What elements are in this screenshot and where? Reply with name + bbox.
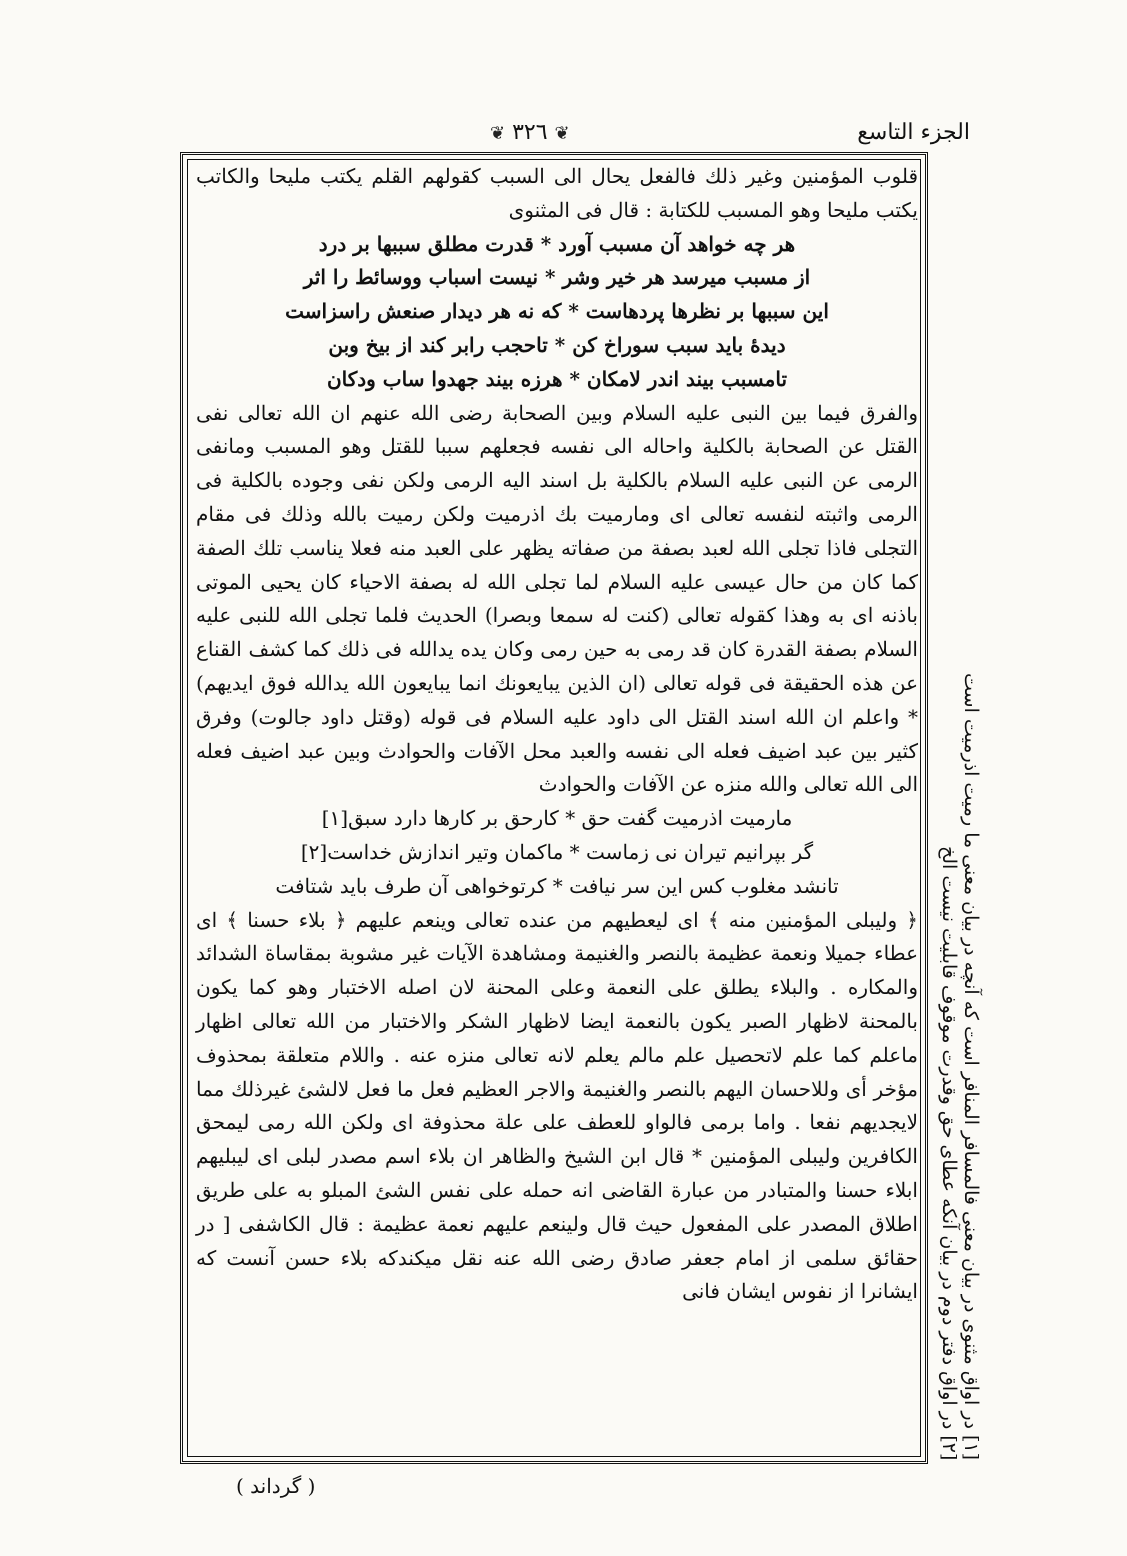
margin-footnotes (938, 160, 982, 1460)
verse-line: از مسبب ميرسد هر خير وشر * نيست اسباب ووسائط را اثر (303, 265, 811, 290)
page-header (170, 118, 970, 152)
ornament-right-icon: ❦ (554, 123, 570, 144)
paragraph-2: والفرق فيما بين النبى عليه السلام وبين الصحابة رضى الله عنهم ان الله تعالى نفى القتل عن الصحابة بالكلية واحاله الى نفسه فجعلهم سببا للقتل وهو المسبب ومانفى الرمى عن النبى عليه السلام بالكلية بل اسند اليه الرمى ولكن نفى وجوده بالكلية فى الرمى واثبته لنفسه تعالى اى ومارميت بك اذرميت ولكن رميت بالله وذلك فى مقام التجلى فاذا تجلى الله لعبد بصفة من صفاته يظهر على العبد منه فعلا يناسب تلك الصفة كما كان من حال عيسى عليه السلام لما تجلى الله له بصفة الاحياء كان يحيى الموتى باذنه اى به وهذا كقوله تعالى (كنت له سمعا وبصرا) الحديث فلما تجلى الله للنبى عليه السلام بصفة القدرة كان قد رمى به حين رمى وكان يده يدالله فى ذلك كما كشف القناع عن هذه الحقيقة فى قوله تعالى (ان الذين يبايعونك انما يبايعون الله يدالله فوق ايديهم) * واعلم ان الله اسند القتل الى داود عليه السلام فى قوله (وقتل داود جالوت) وفرق كثير بين عبد اضيف فعله الى نفسه والعبد محل الآفات والحوادث وبين عبد اضيف فعله الى الله تعالى والله منزه عن الآفات والحوادث (196, 400, 919, 797)
verse-line: مارميت اذرميت گفت حق * كارحق بر كارها دارد سبق[١] (321, 806, 793, 831)
catchword: ( گرداند ) (236, 1474, 316, 1498)
paragraph-3: ﴿ وليبلى المؤمنين منه ﴾ اى ليعطيهم من عنده تعالى وينعم عليهم ﴿ بلاء حسنا ﴾ اى عطاء جميلا ونعمة عظيمة بالنصر والغنيمة ومشاهدة الآيات غير مشوبة بمقاساة الشدائد والمكاره . والبلاء يطلق على النعمة وعلى المحنة لان اصله الاختبار وهو كما يكون بالمحنة لاظهار الصبر يكون بالنعمة ايضا لاظهار الشكر والاختبار من الله تعالى اظهار ماعلم كما علم لاتحصيل علم مالم يعلم لانه تعالى منزه عنه . واللام متعلقة بمحذوف مؤخر أى وللاحسان اليهم بالنصر والغنيمة والاجر العظيم فعل ما فعل لالشئ غيرذلك مما لايجديهم نفعا . واما برمى فالواو للعطف على علة محذوفة اى ولكن الله رمى ليمحق الكافرين وليبلى المؤمنين * قال ابن الشيخ والظاهر ان بلاء اسم مصدر لبلى اى ليبليهم ابلاء حسنا والمتبادر من عبارة القاضى انه حمله على نفس الشئ المبلو به على طريق اطلاق المصدر على المفعول حيث قال ولينعم عليهم نعمة عظيمة : قال الكاشفى [ در حقائق سلمى از امام جعفر صادق رضى الله عنه نقل ميكندكه بلاء حسن آنست كه ايشانرا از نفوس ايشان فانى (196, 907, 918, 1304)
ornament-left-icon: ❦ (490, 123, 506, 144)
part-title: الجزء التاسع (857, 120, 970, 145)
verse-line: اين سببها بر نظرها پردهاست * كه نه هر ديدار صنعش راسزاست (285, 299, 829, 324)
verse-line: تامسبب بيند اندر لامكان * هرزه بيند جهدوا ساب ودكان (326, 366, 788, 391)
page-number-line (490, 120, 570, 145)
verse-line: تانشد مغلوب كس اين سر نيافت * كرتوخواهى آن طرف بايد شتافت (275, 873, 839, 898)
footnote-1: [١] در اواق مثنوى در بيان معنى فالمسافر المنافر است كه آنچه در بيان معنى ما رميت اذرميت است (960, 672, 982, 1460)
main-text (196, 160, 918, 1456)
verse-line: گر بپرانيم تيران نى زماست * ماكمان وتير اندازش خداست[٢] (300, 839, 814, 864)
footnote-2: [٢] در اواق دفتر دوم در بيان آنكه عطاى حق وقدرت موقوف قابليت نيست الخ (938, 845, 960, 1460)
paragraph-1: قلوب المؤمنين وغير ذلك فالفعل يحال الى السبب كقولهم القلم يكتب مليحا والكاتب يكتب مليحا وهو المسبب للكتابة : قال فى المثنوى (196, 164, 918, 222)
verse-line: ديدهٔ بايد سبب سوراخ كن * تاحجب رابر كند از بيخ وبن (328, 332, 786, 357)
page-number: ٣٢٦ (512, 120, 548, 145)
verse-line: هر چه خواهد آن مسبب آورد * قدرت مطلق سببها بر درد (318, 231, 796, 256)
